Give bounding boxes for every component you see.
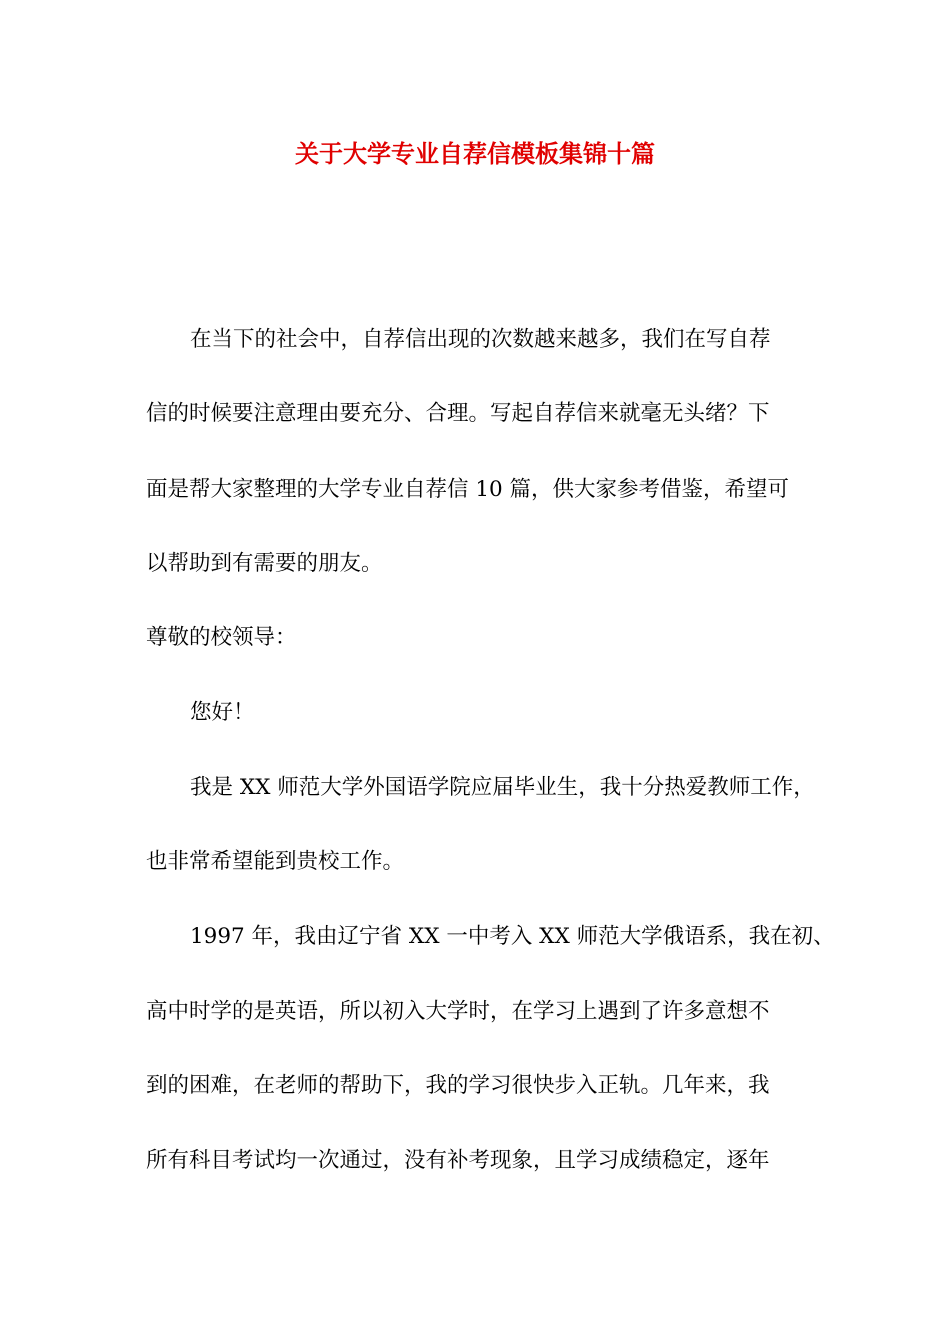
- greeting: 您好！: [190, 700, 255, 725]
- body-line-5: 到的困难，在老师的帮助下，我的学习很快步入正轨。几年来，我: [146, 1073, 770, 1098]
- body-line-2: 也非常希望能到贵校工作。: [146, 849, 405, 874]
- body-line-3: 1997 年，我由辽宁省 XX 一中考入 XX 师范大学俄语系，我在初、: [190, 924, 835, 949]
- intro-line-3: 面是帮大家整理的大学专业自荐信 10 篇，供大家参考借鉴，希望可: [146, 477, 790, 502]
- intro-line-2: 信的时候要注意理由要充分、合理。写起自荐信来就毫无头绪？下: [146, 401, 770, 426]
- document-title: 关于大学专业自荐信模板集锦十篇: [295, 139, 655, 168]
- body-line-4: 高中时学的是英语，所以初入大学时，在学习上遇到了许多意想不: [146, 999, 770, 1024]
- body-line-6: 所有科目考试均一次通过，没有补考现象，且学习成绩稳定，逐年: [146, 1148, 770, 1173]
- body-line-1: 我是 XX 师范大学外国语学院应届毕业生，我十分热爱教师工作，: [190, 775, 815, 800]
- intro-line-4: 以帮助到有需要的朋友。: [146, 551, 383, 576]
- intro-line-1: 在当下的社会中，自荐信出现的次数越来越多，我们在写自荐: [190, 327, 771, 352]
- salutation: 尊敬的校领导：: [146, 625, 297, 650]
